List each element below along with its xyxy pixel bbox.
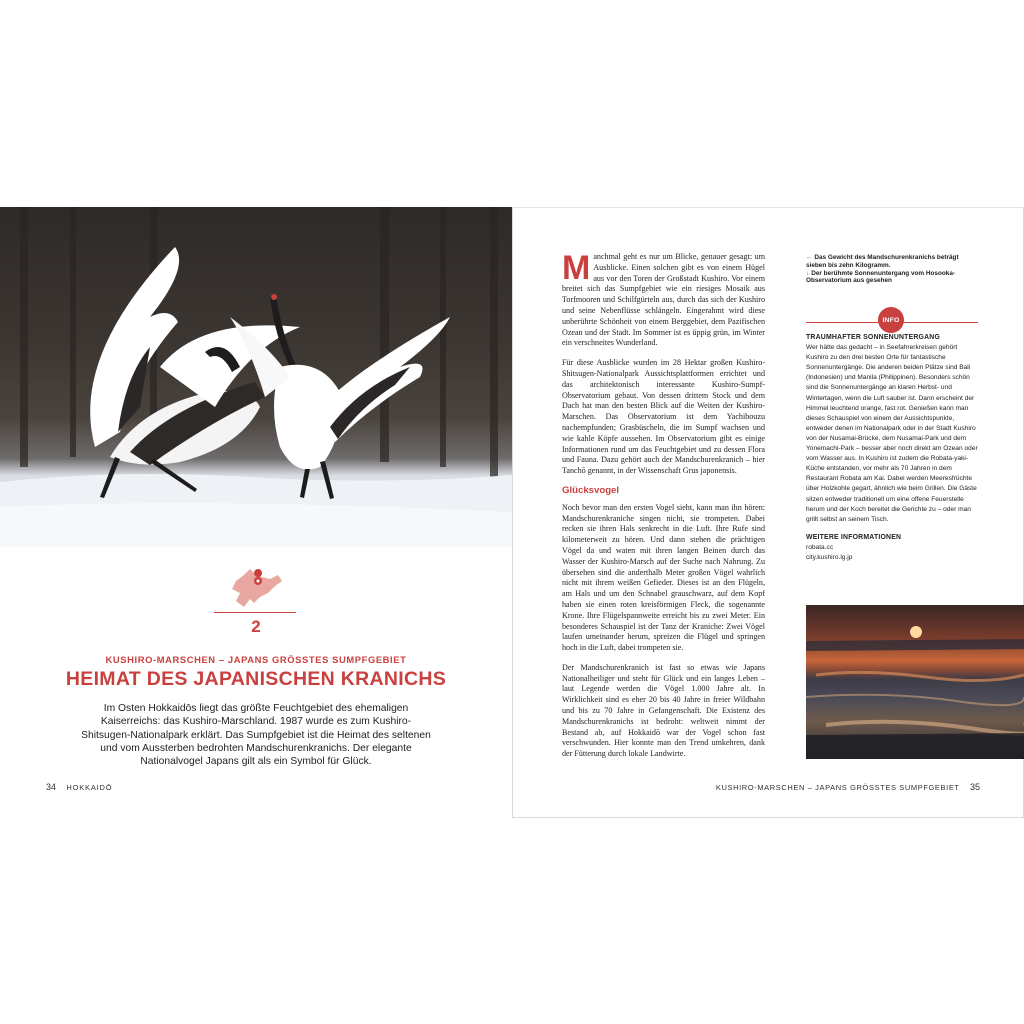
info-badge: INFO bbox=[878, 307, 904, 333]
chapter-kicker: KUSHIRO-MARSCHEN – JAPANS GRÖSSTES SUMPFGEBIET bbox=[105, 654, 407, 665]
body-paragraph-4: Der Mandschurenkranich ist fast so etwas wie Japans Nationalheiliger und steht für Glück und ein langes Leben – laut Legende werden die Vögel 1.000 Jahre alt. In Wirklichkeit sind es eher 20 bis 40 Jahre in freier Wildbahn und bis zu 70 Jahre in Gefangenschaft. Die Existenz des Mandschurenkranichs ist bedroht: weltweit nimmt der Bestand ab, auf Hokkaidō war der Vogel schon fast verschwunden. Hier konnte man den Trend umkehren, dank der Fütterung durch lokale Landwirte. bbox=[562, 662, 765, 759]
cranes-photo bbox=[0, 207, 512, 547]
body-paragraph-1 bbox=[562, 249, 765, 349]
cranes-illustration bbox=[0, 207, 512, 547]
folio-right bbox=[716, 782, 980, 792]
left-page bbox=[0, 207, 512, 818]
caption-1 bbox=[806, 254, 976, 270]
page-number-left: 34 bbox=[46, 782, 57, 792]
body-paragraph-2: Für diese Ausblicke wurden im 28 Hektar großen Kushiro-Shitsugen-Nationalpark Aussichtsplattformen errichtet und das architektonisch interessante Kushiro-Sumpf-Observatorium gebaut. Von dessen drittem Stock und dem Dach hat man den besten Blick auf die Weiten der Kushiro-Marschen. Das Observatorium ist dem Yachibouzu nachempfunden; Grasbüscheln, die im Sumpf wachsen und wie kahle Köpfe aussehen. Im Observatorium gibt es einige Informationen rund um das Feuchtgebiet und zu dessen Flora und Fauna. Dazu gehört auch der Mandschurenkranich – hier Tanchō genannt, in der Wissenschaft Grus japonensis. bbox=[562, 358, 765, 476]
chapter-rule bbox=[214, 612, 296, 613]
link-robata[interactable]: robata.cc bbox=[806, 543, 834, 551]
arrow-down-icon: ↓ bbox=[806, 269, 810, 277]
link-kushiro-city[interactable]: city.kushiro.lg.jp bbox=[806, 553, 853, 561]
info-title: TRAUMHAFTER SONNENUNTERGANG bbox=[806, 334, 941, 341]
chapter-number: 2 bbox=[251, 617, 261, 636]
chapter-lead: Im Osten Hokkaidōs liegt das größte Feuchtgebiet des ehemaligen Kaiserreichs: das Kushiro-Marschland. 1987 wurde es zum Kushiro-Shitsugen-Nationalpark erklärt. Das Sumpfgebiet ist die Heimat des seltenen und vom Aussterben bedrohten Mandschurenkranichs. Der elegante Nationalvogel Japans gilt als ein Symbol für Glück. bbox=[81, 703, 431, 768]
caption-1-text: Das Gewicht des Mandschurenkranichs beträgt sieben bis zehn Kilogramm. bbox=[806, 254, 959, 269]
more-info-title: WEITERE INFORMATIONEN bbox=[806, 533, 902, 541]
subhead-gluecksvogel: Glücksvogel bbox=[562, 484, 620, 496]
hokkaido-map-icon bbox=[226, 567, 286, 609]
sunset-photo bbox=[806, 605, 1024, 759]
info-text: Wer hätte das gedacht – in Seefahrerkreisen gehört Kushiro zu den drei besten Orte für fantastische Sonnenuntergänge. Die anderen beiden Plätze sind Bali (Indonesien) und Manila (Philippinen). Besonders schön sind die Sonnenuntergänge an klaren Herbst- und Wintertagen, wenn die Luft sauber ist. Dann erscheint der Himmel leuchtend orange, fast rot. Genießen kann man dieses Schauspiel von einem der Aussichtspunkte, entweder denen im Nationalpark oder in der Stadt Kushiro von der Nusamai-Brücke, dem Nusamai-Park und dem Yonemachi-Park – besser aber noch direkt am Ozean oder vom Wasser aus. In Kushiro ist zudem die Robata-yaki-Küche entstanden, vor mehr als 70 Jahren in dem Restaurant Robata am Kai. Dabei werden Meeresfrüchte über Holzkohle gegart, ähnlich wie beim Grillen. Die Gäste sitzen entweder traditionell um eine offene Feuerstelle herum und der Koch bereitet die Gerichte zu – oder man grillt selbst an seinem Tisch. bbox=[806, 344, 978, 523]
sunset-illustration bbox=[806, 605, 1024, 759]
photo-captions bbox=[806, 254, 976, 285]
caption-2-text: Der berühmte Sonnenuntergang vom Hosooka-Observatorium aus gesehen bbox=[806, 269, 956, 285]
folio-left bbox=[46, 782, 112, 792]
body-paragraph-1-text: anchmal geht es nur um Blicke, genauer gesagt: um Ausblicke. Einen solchen gibt es von einem Hügel aus vor den Toren der Großstadt Kushiro. Vor einem breitet sich das Sumpfgebiet wie ein riesiges Mosaik aus Torfmooren und Schilfgürteln aus, durch das sich der Kushiro und seine Nebenflüsse schlängeln. Eingerahmt wird diese unberührte Schönheit von einem Berggebiet, dem Pazifischen Ozean und der Stadt. Im Sommer ist es üppig grün, im Winter ein verschneites Wunderland. bbox=[562, 252, 765, 348]
arrow-left-icon: ← bbox=[806, 254, 813, 261]
page-number-right: 35 bbox=[969, 782, 980, 792]
info-box bbox=[806, 333, 978, 563]
running-head-left: HOKKAIDŌ bbox=[66, 783, 113, 792]
chapter-headline: HEIMAT DES JAPANISCHEN KRANICHS bbox=[65, 668, 447, 690]
body-text-column bbox=[562, 249, 765, 769]
dropcap: M bbox=[562, 249, 591, 287]
running-head-right: KUSHIRO-MARSCHEN – JAPANS GRÖSSTES SUMPFGEBIET bbox=[715, 783, 960, 792]
body-paragraph-3: Noch bevor man den ersten Vogel sieht, kann man ihn hören: Mandschurenkraniche singen nicht, sie trompeten. Dabei recken sie ihren Hals senkrecht in die Luft. Ihre Rufe sind kilometerweit zu hören. Und dann stehen die prächtigen Vögel da und waten mit ihren langen Beinen durch das Wasser der Kushiro-Marsch auf der Suche nach Nahrung. Zu übersehen sind die anderthalb Meter großen Vögel wahrlich nicht mit ihrem weißen Gefieder. Dieses ist an den Flügeln, am Hals und um den Schnabel grauschwarz, auf dem Kopf haben sie einen roten kreisförmigen Fleck, die sogenannte Krone. Ihre Flügelspannweite erreicht bis zu zwei Meter. Ein besonderes Schauspiel ist der Tanz der Kraniche: Zwei Vögel laufen umeinander herum, spreizen die Flügel und springen hoch in die Luft, dabei trompeten sie. bbox=[562, 502, 765, 653]
caption-2 bbox=[806, 270, 976, 286]
